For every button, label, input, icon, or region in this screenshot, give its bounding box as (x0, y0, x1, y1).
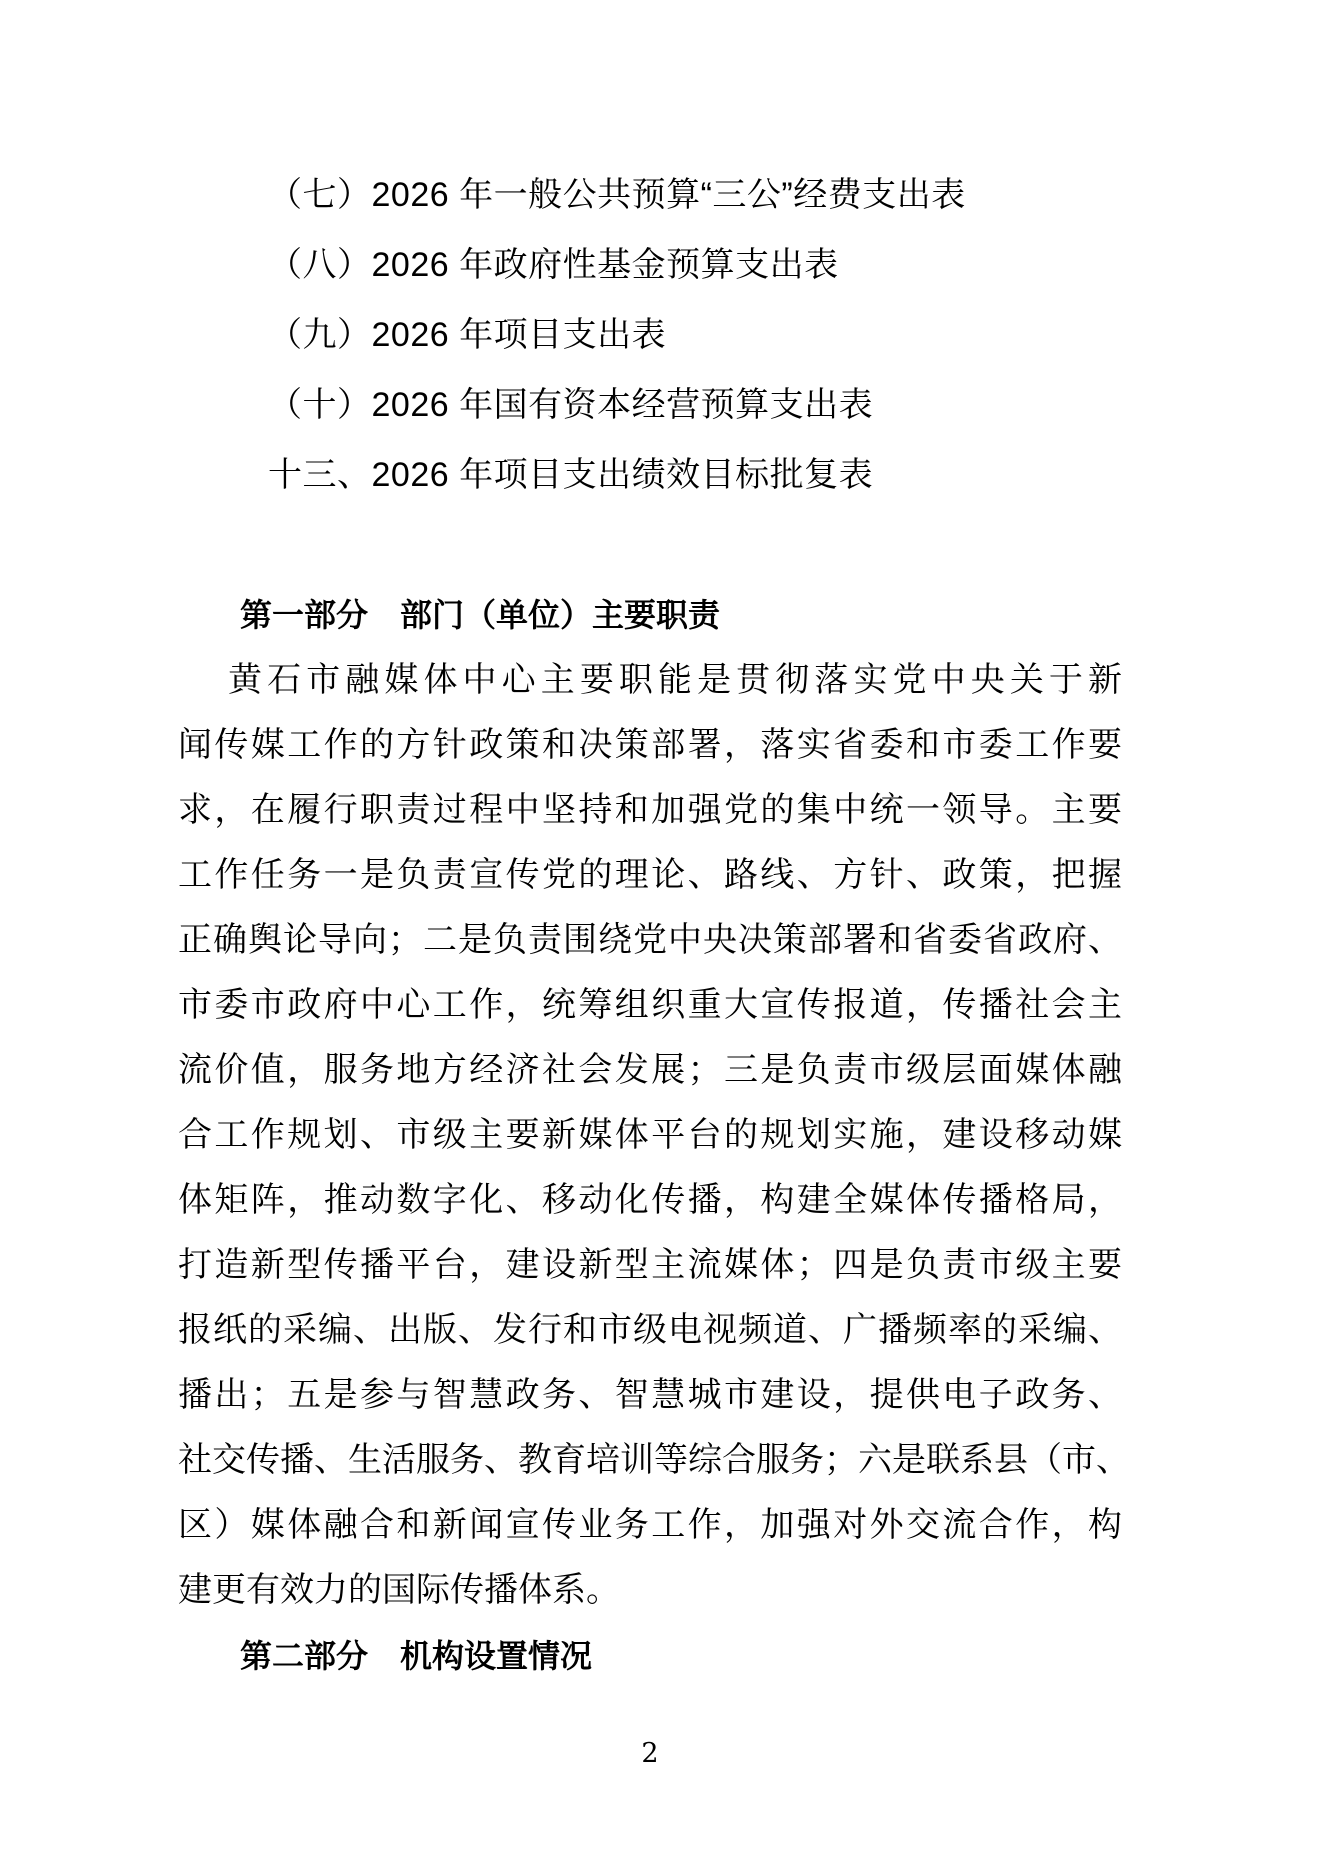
paragraph-line: 黄石市融媒体中心主要职能是贯彻落实党中央关于新 (228, 662, 1122, 699)
paragraph-line: 打造新型传播平台，建设新型主流媒体；四是负责市级主要 (178, 1247, 1122, 1284)
paragraph-line: 区）媒体融合和新闻宣传业务工作，加强对外交流合作，构 (178, 1507, 1122, 1544)
main-duties-paragraph (178, 648, 1130, 1623)
paragraph-line: 社交传播、生活服务、教育培训等综合服务；六是联系县（市、 (178, 1442, 1130, 1479)
table-of-contents (178, 160, 1122, 510)
page-content (178, 160, 1130, 1774)
toc-item: 十三、2026 年项目支出绩效目标批复表 (268, 456, 874, 494)
paragraph-line: 求，在履行职责过程中坚持和加强党的集中统一领导。主要 (178, 792, 1122, 829)
section-heading-part2: 第二部分 机构设置情况 (240, 1638, 593, 1674)
toc-item: （九）2026 年项目支出表 (268, 316, 667, 354)
paragraph-line: 工作任务一是负责宣传党的理论、路线、方针、政策，把握 (178, 857, 1122, 894)
paragraph-line: 闻传媒工作的方针政策和决策部署，落实省委和市委工作要 (178, 727, 1122, 764)
paragraph-line: 报纸的采编、出版、发行和市级电视频道、广播频率的采编、 (178, 1312, 1122, 1349)
paragraph-line: 合工作规划、市级主要新媒体平台的规划实施，建设移动媒 (178, 1117, 1122, 1154)
paragraph-line: 流价值，服务地方经济社会发展；三是负责市级层面媒体融 (178, 1052, 1122, 1089)
paragraph-line: 播出；五是参与智慧政务、智慧城市建设，提供电子政务、 (178, 1377, 1122, 1414)
section-heading-part1: 第一部分 部门（单位）主要职责 (240, 597, 721, 633)
paragraph-line: 市委市政府中心工作，统筹组织重大宣传报道，传播社会主 (178, 987, 1122, 1024)
toc-item: （八）2026 年政府性基金预算支出表 (268, 246, 839, 284)
toc-item: （七）2026 年一般公共预算“三公”经费支出表 (268, 176, 966, 214)
toc-item: （十）2026 年国有资本经营预算支出表 (268, 386, 874, 424)
paragraph-line: 体矩阵，推动数字化、移动化传播，构建全媒体传播格局， (178, 1182, 1122, 1219)
page-number: 2 (641, 1738, 659, 1769)
paragraph-line: 正确舆论导向；二是负责围绕党中央决策部署和省委省政府、 (178, 922, 1122, 959)
paragraph-line: 建更有效力的国际传播体系。 (178, 1572, 620, 1609)
